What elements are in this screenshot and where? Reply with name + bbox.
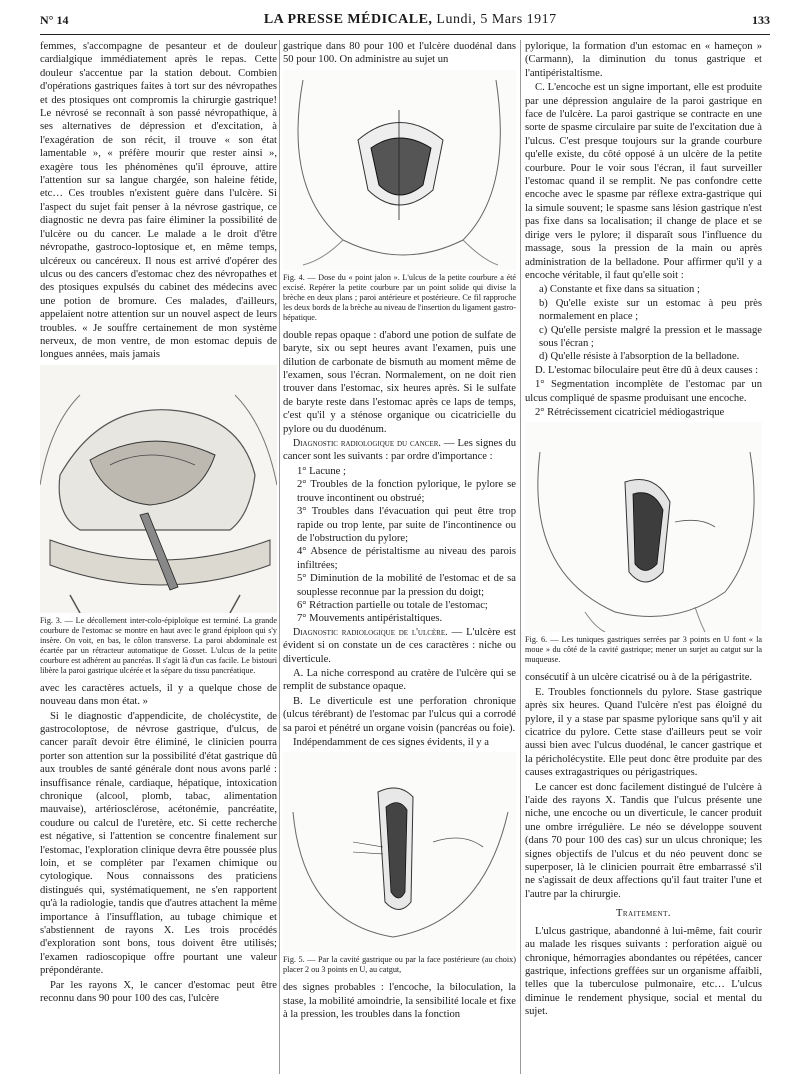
- paragraph: — L'ulcère est évident si on constate un de ces caractères : niche ou diverticule.: [283, 626, 516, 665]
- column-divider: [279, 40, 280, 1074]
- list-item: b) Qu'elle existe sur un estomac à peu près normalement en place ;: [539, 297, 762, 323]
- list-item: d) Qu'elle résiste à l'absorption de la belladone.: [539, 351, 740, 363]
- section-heading-ulcere: Diagnostic radiologique de l'ulcère.: [293, 626, 448, 638]
- list-item: 3° Troubles dans l'évacuation qui peut être trop rapide ou trop lente, par suite de l'incontinence ou de l'obstruction du pylore;: [297, 506, 516, 544]
- paragraph: 2° Rétrécissement cicatriciel médiogastrique: [535, 406, 725, 418]
- column-left: [40, 40, 277, 1082]
- page-header: [40, 6, 770, 35]
- list-item: 1° Lacune ;: [297, 465, 346, 477]
- paragraph: consécutif à un ulcère cicatrisé ou à de la périgastrite.: [525, 672, 753, 684]
- journal-title: [264, 12, 557, 28]
- figure-3-surgical-illustration: [40, 365, 277, 613]
- paragraph: D. L'estomac biloculaire peut être dû à deux causes :: [535, 364, 759, 376]
- section-heading-traitement: Traitement.: [616, 908, 671, 920]
- list-item: 5° Diminution de la mobilité de l'estomac et de sa souplesse reconnue par la pression du doigt;: [297, 573, 516, 598]
- paragraph: double repas opaque : d'abord une potion de sulfate de baryte, six ou sept heures avant l'examen, puis une dilution de carbonate de bismuth au moment même de l'examen, sous l'écran. Normalement, on ne doit rien trouver dans l'estomac, six heures après. Si le sulfate de baryte reste dans l'estomac après ce laps de temps, c'est qu'il y a sténose organique ou cicatricielle du pylore ou du duodénum.: [283, 329, 516, 435]
- figure-5-caption: Fig. 5. — Par la cavité gastrique ou par la face postérieure (au choix) placer 2 ou 3 points en U, au catgut,: [283, 955, 516, 975]
- figure-4-caption: Fig. 4. — Dose du « point jalon ». L'ulcus de la petite courbure a été excisé. Repérer la petite courbure par un point solide qui divise la brèche en deux plans ; paroi antérieure et postérieure. Ce fil rapproche les deux bords de la brèche au niveau de l'insertion du ligament gastro-hépatique.: [283, 272, 516, 322]
- paragraph: E. Troubles fonctionnels du pylore. Stase gastrique après six heures. Quand l'ulcère n'est pas éloigné du pylore, il y a stase par spasme pylorique sans qu'il y ait cicatrice du pylore. Cette stase d'ailleurs peut se voir aussi bien avec l'ulcus duodénal, le cancer gastrique et la péricholécystite. Elle peut donc être produite par des causes extragastriques ou périgastriques.: [525, 686, 762, 779]
- paragraph: B. Le diverticule est une perforation chronique (ulcus térébrant) de l'estomac par l'ulcus qui a corrodé sa paroi et pénétré un organe voisin (pancréas ou foie).: [283, 695, 516, 734]
- paragraph: A. La niche correspond au cratère de l'ulcère qui se remplit de substance opaque.: [283, 667, 516, 693]
- issue-number: N° 14: [40, 12, 69, 27]
- paragraph: avec les caractères actuels, il y a quelque chose de nouveau dans mon état. »: [40, 682, 277, 708]
- paragraph: femmes, s'accompagne de pesanteur et de douleur cardialgique immédiatement après le repas. Cette douleur s'accentue par la station debout. Combien d'opérations gastriques faites à tort sur des névropathes et des ptosiques ont compromis la chirurgie gastrique! Le névrosé se reconnaît à son passé névropathique, à ses alternatives de dépression et d'excitation, à l'exagération de son récit, il trouve « son état lamentable », « préfère mourir que rester ainsi », exagère tous les phénomènes qu'il éprouve, attire l'attention sur sa langue chargée, son haleine fétide, etc… Ces troubles n'existent guère dans l'ulcère. Si l'aspect du sujet fait penser à la névrose gastrique, ce diagnostic ne devra pas faire éliminer la possibilité de l'ulcère ou du cancer. Le malade a le droit d'être névropathe, gastroco-loptosique et, en même temps, ulcéreux ou cancéreux. Il nous est arrivé d'opérer des ulcus ou des cancers d'estomac chez des névropathes et des ptosiques expulsés du cabinet des médecins avec une potion de bromure. Ces malades, d'ailleurs, appelaient notre attention sur un nouvel aspect de leurs troubles. « Je souffre certainement de mon système nerveux, de mon ventre, de mon estomac depuis de longues années, mais jamais: [40, 41, 277, 361]
- paragraph: Par les rayons X, le cancer d'estomac peut être reconnu dans 90 pour 100 des cas, l'ulcère: [40, 979, 277, 1005]
- figure-3-caption: Fig. 3. — Le décollement inter-colo-épiploïque est terminé. La grande courbure de l'estomac se montre en haut avec le grand épiploon qui s'y insère. On voit, en bas, le côlon transverse. La paroi abdominale est écartée par un rétracteur automatique de Gosset. L'ulcus de la petite courbure est adhérent au pancréas. Il s'agit là d'un cas facile. Le bistouri libère la paroi gastrique ulcérée et la sépare du tissu pancréatique.: [40, 615, 277, 675]
- paragraph: gastrique dans 80 pour 100 et l'ulcère duodénal dans 50 pour 100. On administre au sujet un: [283, 41, 516, 66]
- list-item: 7° Mouvements antipéristaltiques.: [297, 613, 443, 625]
- figure-5-surgical-illustration: [283, 752, 516, 952]
- paragraph: pylorique, la formation d'un estomac en « hameçon » (Carmann), la diminution du tonus gastrique et l'antipéristaltisme.: [525, 41, 762, 79]
- column-divider: [520, 40, 521, 1074]
- list-item: a) Constante et fixe dans sa situation ;: [539, 284, 700, 296]
- paragraph: L'ulcus gastrique, abandonné à lui-même, fait courir au malade les risques suivants : perforation aiguë ou chronique, hémorragies abondantes ou répétées, cancer gastrique, infections greffées sur un organisme affaibli, telles que la tuberculose pulmonaire, etc… L'ulcus diminue le rendement physique, social et mental du sujet.: [525, 925, 762, 1018]
- paragraph: Si le diagnostic d'appendicite, de cholécystite, de gastrocoloptose, de névrose gastrique, d'ulcus, de cancer paraît devoir être éliminé, le clinicien pourra porter son attention sur la possibilité d'état gastrique dû aux troubles de santé générale dont nous avons parlé : insuffisance rénale, cardiaque, hépatique, intoxication chronique (alcool, plomb, tabac, alimentation mauvaise), artériosclérose, acétonémie, pancréatite, coudure ou calcul de l'uretère, etc. Si cette recherche est négative, si l'attention se concentre finalement sur l'estomac, l'exploration clinique devra être poussée plus loin, et se compléter par l'examen chimique ou cytologique. Nous connaissons des praticiens distingués qui, systématiquement, ne s'en rapportent qu'à la radiologie, tandis que d'autres attachent la même importance à l'insufflation, au tubage chimique et s'abstiennent de rayons X. Les trois procédés d'exploration sont bons, tous doivent être utilisés; l'examen radioscopique offre pourtant une valeur prépondérante.: [40, 710, 277, 977]
- column-middle: [283, 40, 516, 1082]
- paragraph: C. L'encoche est un signe important, elle est produite par une dépression angulaire de la paroi gastrique en face de l'ulcère. La paroi gastrique se contracte en une sorte de spasme circulaire par suite de l'excitation due à l'ulcus. C'est presque toujours sur la grande courbure qu'elle existe, du côté opposé à un ulcère de la petite courbure. Pour le voir sous l'écran, il faut surveiller l'estomac quand il se remplit. Ne pas confondre cette encoche avec le spasme par réflexe extra-gastrique qui la simule souvent; le spasme sans lésion gastrique n'est pas fixe dans sa localisation; il change de place et se dirige vers le pylore; il disparaît sous l'influence du massage, sous la pression de la main ou après administration de la belladone. Pour affirmer qu'il y a encoche véritable, il faut qu'elle soit :: [525, 82, 762, 281]
- paragraph: des signes probables : l'encoche, la biloculation, la stase, la mobilité amoindrie, la sensibilité locale et fixe à la pression, les troubles dans la fonction: [283, 982, 516, 1021]
- section-heading-cancer: Diagnostic radiologique du cancer.: [293, 438, 441, 450]
- list-item: 6° Rétraction partielle ou totale de l'estomac;: [297, 599, 488, 611]
- figure-6-caption: Fig. 6. — Les tuniques gastriques serrées par 3 points en U font « la moue » du côté de la cavité gastrique; mener un surjet au catgut sur la muqueuse.: [525, 635, 762, 665]
- list-item: 4° Absence de péristaltisme au niveau des parois infiltrées;: [297, 546, 516, 571]
- issue-date: Lundi, 5 Mars 1917: [436, 12, 557, 27]
- list-item: c) Qu'elle persiste malgré la pression et le massage sous l'écran ;: [539, 324, 762, 349]
- paragraph: Le cancer est donc facilement distingué de l'ulcère à l'aide des rayons X. Tandis que l'ulcus présente une niche, une encoche ou un diverticule, le cancer produit une ombre irrégulière. Le néo se développe souvent (dans 70 pour 100 des cas) sur un ulcus chronique; les signes objectifs de l'ulcus et du néo peuvent donc se superposer, là le clinicien pourrait être embarrassé s'il ne s'agissait de deux affections qu'il faut traiter l'une et l'autre par la chirurgie.: [525, 781, 762, 900]
- figure-6-surgical-illustration: [525, 422, 762, 632]
- column-right: [525, 40, 762, 1082]
- page-number: 133: [752, 12, 770, 27]
- journal-name: LA PRESSE MÉDICALE,: [263, 12, 433, 27]
- paragraph: 1° Segmentation incomplète de l'estomac par un ulcus compliqué de spasme produisant une encoche.: [525, 379, 762, 404]
- list-item: 2° Troubles de la fonction pylorique, le pylore se trouve incontinent ou obstrué;: [297, 479, 516, 504]
- figure-4-surgical-illustration: [283, 70, 516, 270]
- paragraph: Indépendamment de ces signes évidents, il y a: [293, 737, 489, 748]
- paragraph: — Les signes du cancer sont les suivants : par ordre d'importance :: [283, 438, 516, 463]
